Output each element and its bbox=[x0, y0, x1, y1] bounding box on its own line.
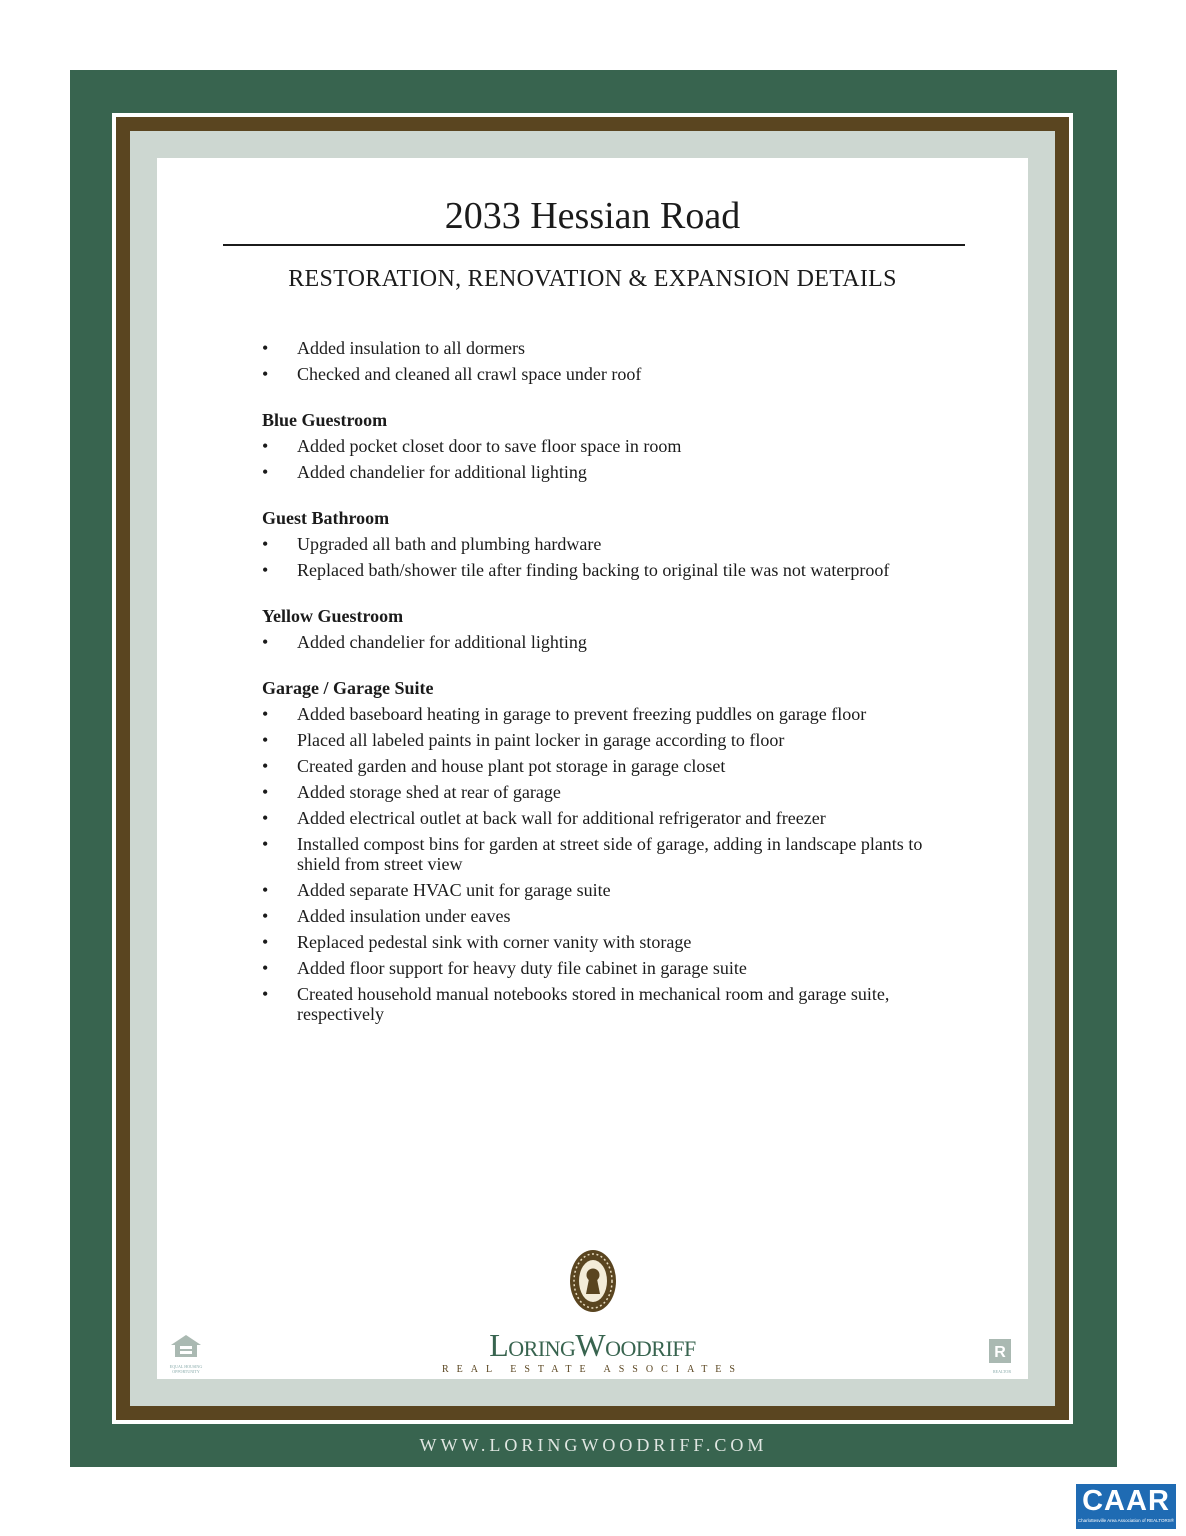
logo-wordmark: LoringWoodriff bbox=[489, 1327, 696, 1363]
realtor-text: REALTOR bbox=[992, 1369, 1011, 1374]
section-list bbox=[262, 436, 962, 482]
details-content bbox=[262, 338, 962, 1050]
list-item: • Added baseboard heating in garage to prevent freezing puddles on garage floor bbox=[262, 704, 962, 724]
company-logo bbox=[157, 1248, 1028, 1375]
caar-subtext: Charlottesville Area Association of REALTORS® bbox=[1077, 1518, 1175, 1523]
page-subtitle: RESTORATION, RENOVATION & EXPANSION DETAILS bbox=[288, 266, 897, 292]
list-item: • Added storage shed at rear of garage bbox=[262, 782, 962, 802]
list-item: • Placed all labeled paints in paint locker in garage according to floor bbox=[262, 730, 962, 750]
list-item: • Added floor support for heavy duty file cabinet in garage suite bbox=[262, 958, 962, 978]
realtor-icon bbox=[986, 1338, 1014, 1364]
caar-badge bbox=[1076, 1484, 1176, 1529]
list-item: • Added separate HVAC unit for garage suite bbox=[262, 880, 962, 900]
list-item: • Upgraded all bath and plumbing hardware bbox=[262, 534, 962, 554]
section-yellow-guestroom bbox=[262, 606, 962, 652]
section-heading: Yellow Guestroom bbox=[262, 606, 404, 626]
document-page bbox=[157, 158, 1028, 1379]
section-blue-guestroom bbox=[262, 410, 962, 482]
caar-label: CAAR bbox=[1082, 1485, 1170, 1517]
list-item: • Added chandelier for additional lighting bbox=[262, 462, 962, 482]
section-guest-bathroom bbox=[262, 508, 962, 580]
list-item: • Created household manual notebooks stored in mechanical room and garage suite, respectively bbox=[262, 984, 962, 1024]
list-item: • Added insulation under eaves bbox=[262, 906, 962, 926]
list-item: • Replaced bath/shower tile after finding backing to original tile was not waterproof bbox=[262, 560, 962, 580]
list-item: • Replaced pedestal sink with corner vanity with storage bbox=[262, 932, 962, 952]
list-item: • Installed compost bins for garden at street side of garage, adding in landscape plants to shield from street view bbox=[262, 834, 962, 874]
intro-section bbox=[262, 338, 962, 384]
section-list bbox=[262, 632, 962, 652]
section-heading: Guest Bathroom bbox=[262, 508, 390, 528]
section-heading: Blue Guestroom bbox=[262, 410, 388, 430]
section-garage-suite bbox=[262, 678, 962, 1024]
list-item: • Added pocket closet door to save floor space in room bbox=[262, 436, 962, 456]
svg-text:R: R bbox=[994, 1344, 1006, 1361]
equal-housing-text: EQUAL HOUSING OPPORTUNITY bbox=[169, 1364, 203, 1374]
list-item: • Checked and cleaned all crawl space under roof bbox=[262, 364, 962, 384]
realtor-logo bbox=[986, 1338, 1018, 1374]
title-underline bbox=[223, 244, 965, 246]
website-link[interactable]: WWW.LORINGWOODRIFF.COM bbox=[419, 1435, 768, 1455]
list-item: • Added chandelier for additional lighting bbox=[262, 632, 962, 652]
section-list bbox=[262, 704, 962, 1024]
keyhole-emblem-icon bbox=[568, 1248, 618, 1314]
logo-tagline: REAL ESTATE ASSOCIATES bbox=[442, 1364, 743, 1375]
equal-housing-icon bbox=[169, 1333, 203, 1359]
equal-housing-logo bbox=[169, 1333, 203, 1374]
list-item: • Added insulation to all dormers bbox=[262, 338, 962, 358]
list-item: • Created garden and house plant pot storage in garage closet bbox=[262, 756, 962, 776]
intro-list bbox=[262, 338, 962, 384]
section-heading: Garage / Garage Suite bbox=[262, 678, 434, 698]
list-item: • Added electrical outlet at back wall for additional refrigerator and freezer bbox=[262, 808, 962, 828]
section-list bbox=[262, 534, 962, 580]
page-title: 2033 Hessian Road bbox=[444, 195, 741, 237]
